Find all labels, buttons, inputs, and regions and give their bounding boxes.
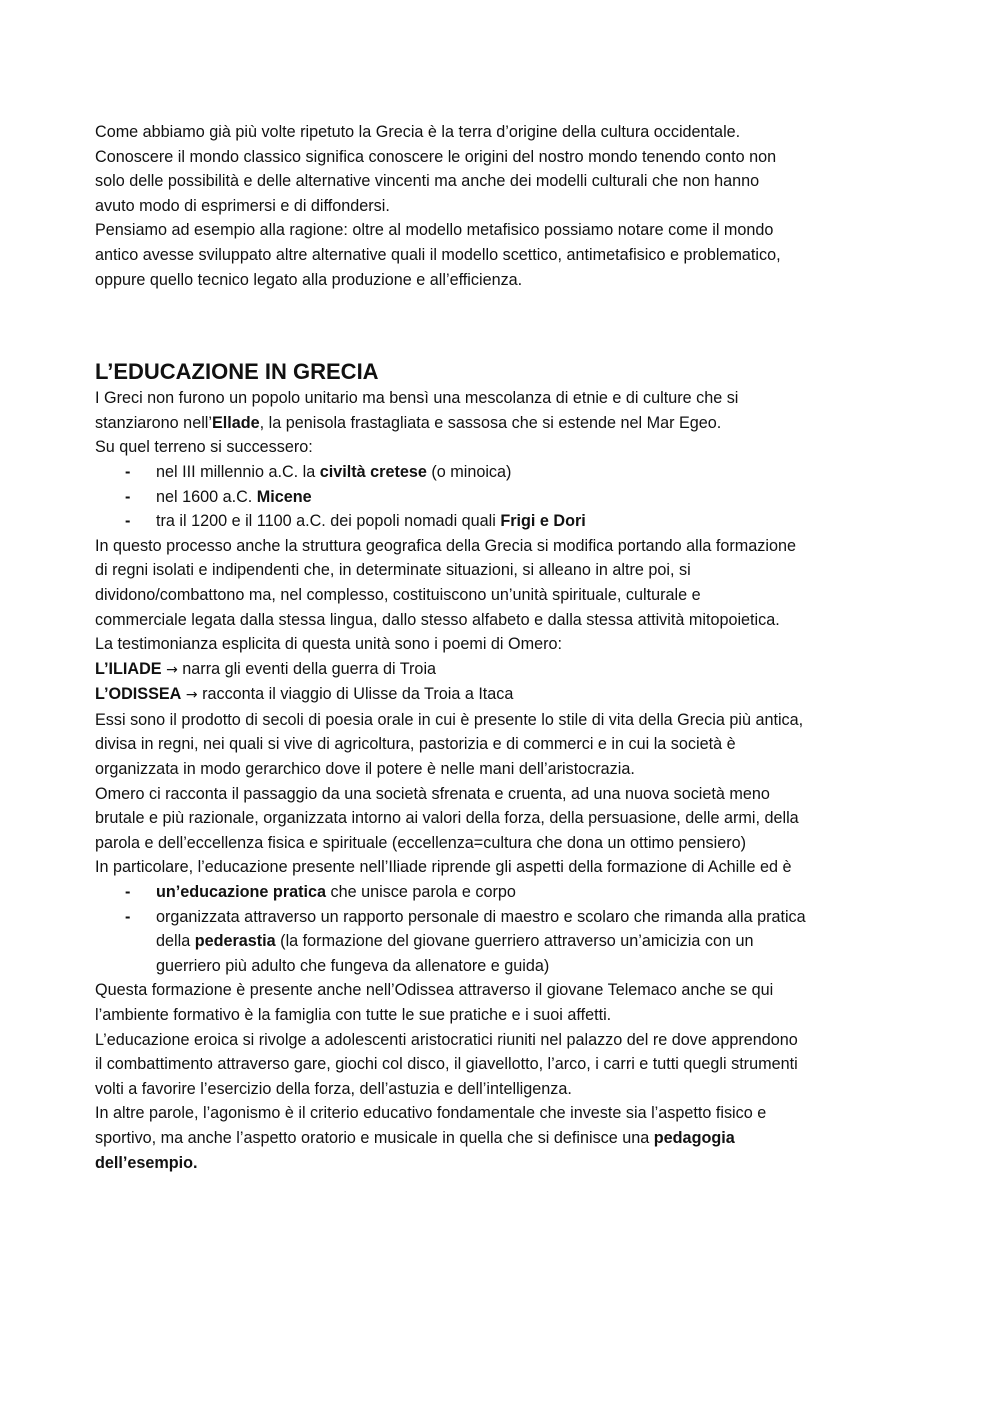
text-line: solo delle possibilità e delle alternative vincenti ma anche dei modelli culturali che non hanno bbox=[95, 172, 760, 191]
text-line: In particolare, l’educazione presente nell’Iliade riprende gli aspetti della formazione di Achille ed è bbox=[95, 858, 792, 877]
text-line: Come abbiamo già più volte ripetuto la Grecia è la terra d’origine della cultura occidentale. bbox=[95, 123, 741, 141]
bold-term-ellade: Ellade bbox=[211, 413, 260, 432]
bold-term: Micene bbox=[256, 487, 312, 506]
text-line: parola e dell’eccellenza fisica e spirituale (eccellenza=cultura che dona un ottimo pensiero) bbox=[95, 833, 747, 852]
text-span: sportivo, ma anche l’aspetto oratorio e musicale in quella che si definisce una bbox=[95, 1128, 654, 1147]
bold-term: pederastia bbox=[194, 932, 276, 951]
poems-list bbox=[95, 657, 915, 708]
text-line: L’educazione eroica si rivolge a adolescenti aristocratici riuniti nel palazzo del re dove apprendono bbox=[95, 1030, 798, 1049]
bold-term: civiltà cretese bbox=[319, 462, 427, 481]
text-line: In altre parole, l’agonismo è il criterio educativo fondamentale che investe sia l’aspetto fisico e bbox=[95, 1104, 767, 1123]
text-span: nel 1600 a.C. bbox=[156, 487, 257, 506]
text-span: (o minoica) bbox=[426, 462, 512, 481]
text-span: organizzata attraverso un rapporto personale di maestro e scolaro che rimanda alla pratica bbox=[156, 907, 806, 926]
text-line: commerciale legata dalla stessa lingua, dallo stesso alfabeto e dalla stessa attività mitopoietica. bbox=[95, 610, 780, 629]
bullet-dash: - bbox=[125, 907, 131, 926]
section-paragraph-3 bbox=[95, 708, 915, 880]
text-line: antico avesse sviluppato altre alternative quali il modello scettico, antimetafisico e problematico, bbox=[95, 245, 781, 264]
text-line bbox=[95, 1151, 915, 1176]
text-line: oppure quello tecnico legato alla produzione e all’efficienza. bbox=[95, 270, 523, 289]
document-page bbox=[95, 120, 915, 1175]
list-item bbox=[95, 509, 915, 534]
list-item bbox=[95, 905, 915, 930]
section-paragraph-1 bbox=[95, 386, 915, 460]
bold-term: dell’esempio. bbox=[95, 1153, 198, 1172]
section-heading: L’EDUCAZIONE IN GRECIA bbox=[95, 359, 379, 385]
text-span: racconta il viaggio di Ulisse da Troia a Itaca bbox=[197, 685, 514, 704]
text-line: l’ambiente formativo è la famiglia con tutte le sue pratiche e i suoi affetti. bbox=[95, 1006, 612, 1024]
text-span: , la penisola frastagliata e sassosa che si estende nel Mar Egeo. bbox=[259, 413, 722, 432]
bold-term: Frigi e Dori bbox=[500, 512, 586, 531]
poem-iliade bbox=[95, 657, 915, 683]
list-item-continuation bbox=[95, 929, 915, 954]
civilizations-list bbox=[95, 460, 915, 534]
text-span: narra gli eventi della guerra di Troia bbox=[177, 659, 437, 678]
text-line: La testimonianza esplicita di questa unità sono i poemi di Omero: bbox=[95, 635, 562, 654]
bullet-dash: - bbox=[125, 512, 131, 531]
text-line: avuto modo di esprimersi e di diffondersi. bbox=[95, 196, 390, 215]
poem-title: L’ODISSEA bbox=[95, 685, 182, 704]
text-line: I Greci non furono un popolo unitario ma bensì una mescolanza di etnie e di culture che si bbox=[95, 389, 739, 408]
text-line: In questo processo anche la struttura geografica della Grecia si modifica portando alla formazione bbox=[95, 536, 796, 555]
intro-paragraph bbox=[95, 120, 915, 292]
text-span: nel III millennio a.C. la bbox=[156, 462, 320, 481]
text-span: (la formazione del giovane guerriero attraverso un’amicizia con un bbox=[275, 932, 754, 951]
text-line: Essi sono il prodotto di secoli di poesia orale in cui è presente lo stile di vita della Grecia più antica, bbox=[95, 710, 804, 729]
list-item bbox=[95, 485, 915, 510]
poem-odissea bbox=[95, 682, 915, 708]
bold-term: un’educazione pratica bbox=[156, 883, 327, 902]
text-line: di regni isolati e indipendenti che, in determinate situazioni, si alleano in altre poi, si bbox=[95, 561, 691, 580]
bullet-dash: - bbox=[125, 487, 131, 506]
text-line: brutale e più razionale, organizzata intorno ai valori della forza, della persuasione, delle armi, della bbox=[95, 809, 799, 828]
text-line: Su quel terreno si successero: bbox=[95, 438, 313, 457]
text-line: volti a favorire l’esercizio della forza, dell’astuzia e dell’intelligenza. bbox=[95, 1079, 572, 1098]
text-line: Omero ci racconta il passaggio da una società sfrenata e cruenta, ad una nuova società meno bbox=[95, 784, 770, 803]
section-paragraph-4 bbox=[95, 978, 915, 1175]
text-span: che unisce parola e corpo bbox=[326, 883, 516, 902]
bullet-dash: - bbox=[125, 883, 131, 902]
poem-title: L’ILIADE bbox=[95, 659, 162, 678]
text-line: organizzata in modo gerarchico dove il potere è nelle mani dell’aristocrazia. bbox=[95, 760, 635, 779]
list-item bbox=[95, 460, 915, 485]
bullet-dash: - bbox=[125, 462, 131, 481]
list-item bbox=[95, 880, 915, 905]
text-span: stanziarono nell’ bbox=[95, 413, 212, 432]
text-line bbox=[95, 1126, 915, 1151]
text-line: Questa formazione è presente anche nell’Odissea attraverso il giovane Telemaco anche se qui bbox=[95, 981, 774, 1000]
text-line: dividono/combattono ma, nel complesso, costituiscono un’unità spirituale, culturale e bbox=[95, 585, 701, 604]
text-line: il combattimento attraverso gare, giochi col disco, il giavellotto, l’arco, i carri e tutti quegli strumenti bbox=[95, 1055, 798, 1074]
text-span: della bbox=[156, 932, 195, 951]
arrow-right-icon: → bbox=[185, 687, 198, 704]
text-span: tra il 1200 e il 1100 a.C. dei popoli nomadi quali bbox=[156, 512, 501, 531]
text-line: divisa in regni, nei quali si vive di agricoltura, pastorizia e di commerci e in cui la società è bbox=[95, 735, 736, 754]
education-list bbox=[95, 880, 915, 978]
arrow-right-icon: → bbox=[166, 661, 178, 678]
text-line: Pensiamo ad esempio alla ragione: oltre al modello metafisico possiamo notare come il mondo bbox=[95, 221, 774, 240]
text-line: Conoscere il mondo classico significa conoscere le origini del nostro mondo tenendo conto non bbox=[95, 147, 777, 166]
bold-term: pedagogia bbox=[653, 1128, 735, 1147]
section-paragraph-2 bbox=[95, 534, 915, 657]
text-line bbox=[95, 411, 915, 436]
list-item-continuation: guerriero più adulto che fungeva da allenatore e guida) bbox=[156, 956, 550, 975]
